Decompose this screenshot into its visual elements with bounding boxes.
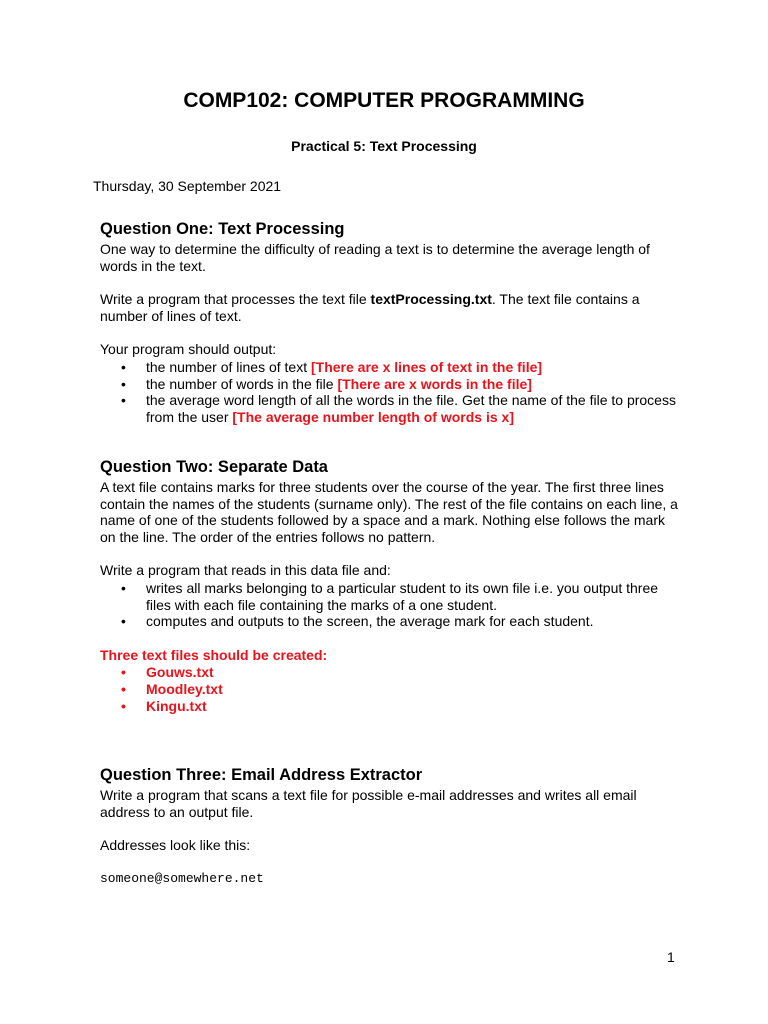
list-item-text: writes all marks belonging to a particular student to its own file i.e. you output three files with each file containing the marks of a one student. [146, 579, 659, 613]
bullet-icon: • [121, 664, 126, 681]
write-text-pre: Write a program that processes the text file [100, 291, 371, 308]
document-title: COMP102: COMPUTER PROGRAMMING [183, 89, 585, 112]
bullet-icon: • [121, 697, 126, 714]
list-item [100, 359, 680, 376]
output-intro: Your program should output: [100, 341, 277, 358]
document-date: Thursday, 30 September 2021 [93, 178, 282, 194]
file-list [100, 664, 680, 714]
question-one-heading: Question One: Text Processing [100, 220, 345, 238]
bullet-icon: • [121, 375, 126, 392]
document-subtitle: Practical 5: Text Processing [291, 138, 477, 154]
list-item [100, 376, 680, 393]
file-list-item [100, 681, 680, 698]
write-text-post: . The text file contains a number of lines of text. [100, 291, 640, 324]
question-two-section [100, 457, 680, 731]
list-item [100, 613, 680, 630]
bullet-icon: • [121, 579, 126, 596]
bullet-icon: • [121, 358, 126, 375]
filename: Moodley.txt [146, 680, 223, 697]
question-two-intro: A text file contains marks for three students over the course of the year. The first three lines contain the names of the students (surname only). The rest of the file contains on each line, a name of one of the students followed by a space and a mark. Nothing else follows the mark on the line. The order of the entries follows no pattern. [100, 479, 678, 545]
expected-output-note: [There are x words in the file] [337, 375, 532, 392]
task-list [100, 580, 680, 630]
addresses-label: Addresses look like this: [100, 837, 251, 854]
page-number: 1 [667, 949, 675, 965]
expected-output-note: [There are x lines of text in the file] [310, 358, 543, 375]
file-list-item [100, 664, 680, 681]
question-one-write-paragraph [100, 291, 680, 324]
question-one-section [100, 219, 680, 442]
output-list [100, 359, 680, 425]
question-one-intro: One way to determine the difficulty of reading a text is to determine the average length of words in the text. [100, 241, 650, 274]
list-item [100, 392, 680, 425]
example-email: someone@somewhere.net [100, 870, 264, 886]
expected-output-note: [The average number length of words is x] [232, 408, 514, 425]
list-item [100, 580, 680, 613]
files-heading: Three text files should be created: [100, 646, 328, 663]
list-item-text: computes and outputs to the screen, the average mark for each student. [146, 613, 594, 630]
question-three-intro: Write a program that scans a text file for possible e-mail addresses and writes all email address to an output file. [100, 787, 637, 820]
bullet-icon: • [121, 680, 126, 697]
list-item-text: the average word length of all the words in the file. Get the name of the file to process from the user [146, 392, 676, 425]
question-three-section [100, 765, 680, 904]
question-three-heading: Question Three: Email Address Extractor [100, 766, 423, 784]
filename: Gouws.txt [146, 664, 214, 681]
bullet-icon: • [121, 392, 126, 409]
bullet-icon: • [121, 613, 126, 630]
file-list-item [100, 698, 680, 715]
list-item-text: the number of lines of text [146, 358, 311, 375]
question-two-write-intro: Write a program that reads in this data file and: [100, 562, 391, 579]
input-filename: textProcessing.txt [370, 291, 492, 308]
list-item-text: the number of words in the file [146, 375, 338, 392]
question-two-heading: Question Two: Separate Data [100, 458, 328, 476]
filename: Kingu.txt [146, 697, 207, 714]
